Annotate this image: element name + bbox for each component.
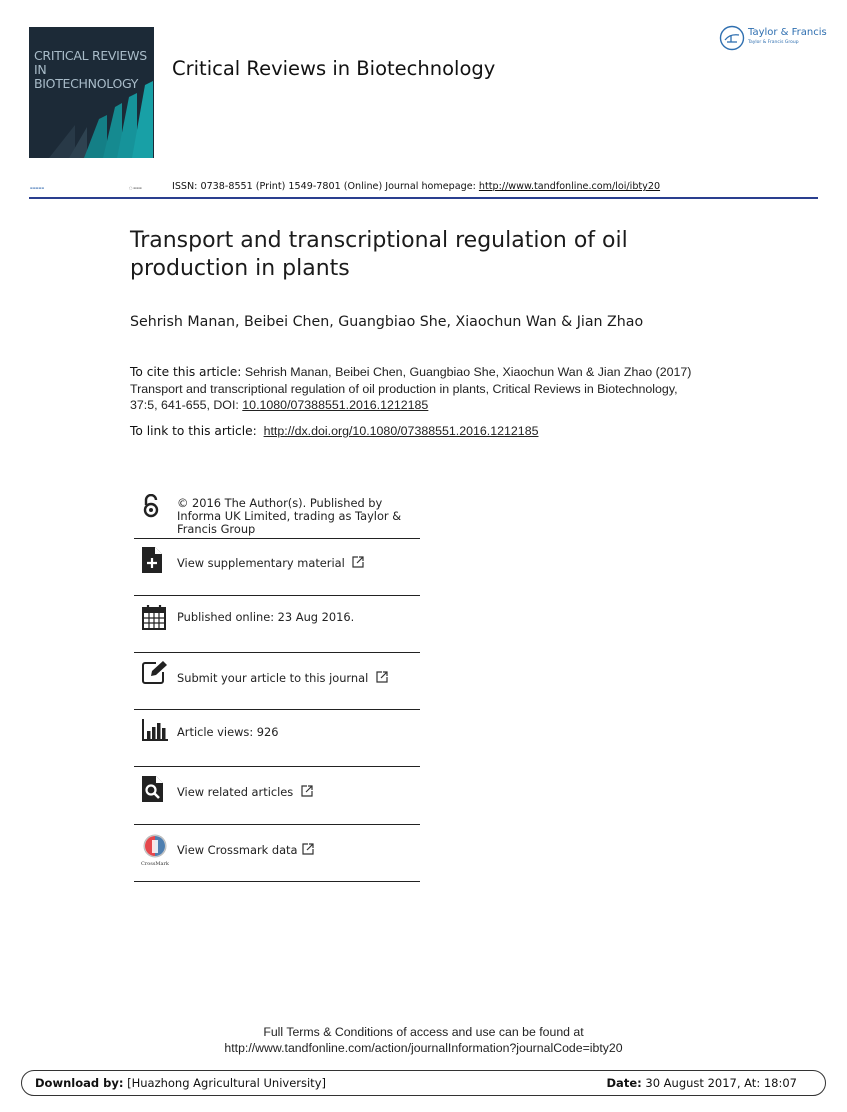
submit-article-link[interactable]: Submit your article to this journal [177, 671, 388, 685]
edit-icon [142, 660, 168, 688]
supplementary-link[interactable]: View supplementary material [177, 556, 364, 570]
external-link-icon [376, 671, 388, 683]
published-row [134, 596, 420, 653]
cover-stripes-graphic [29, 27, 154, 158]
download-date: Date: 30 August 2017, At: 18:07 [606, 1076, 797, 1090]
cite-doi-link[interactable]: 10.1080/07388551.2016.1212185 [242, 398, 429, 412]
search-document-icon [142, 776, 164, 806]
download-by: Download by: [Huazhong Agricultural University] [35, 1076, 326, 1090]
external-link-icon [302, 843, 314, 855]
article-authors: Sehrish Manan, Beibei Chen, Guangbiao She, Xiaochun Wan & Jian Zhao [130, 314, 644, 330]
journal-title[interactable]: Critical Reviews in Biotechnology [172, 57, 496, 80]
related-articles-link[interactable]: View related articles [177, 785, 313, 799]
crossmark-row[interactable] [134, 825, 420, 882]
related-row[interactable] [134, 767, 420, 825]
crossmark-logo-text: CrossMark [141, 861, 169, 867]
published-date: Published online: 23 Aug 2016. [177, 610, 355, 624]
journal-cover-image[interactable] [29, 27, 154, 158]
download-info-bar [21, 1070, 826, 1096]
submit-row[interactable] [134, 653, 420, 710]
bar-chart-icon [142, 719, 168, 745]
calendar-icon [142, 604, 166, 634]
terms-notice [0, 1025, 847, 1056]
issn-line [172, 181, 660, 192]
external-link-icon [352, 556, 364, 568]
issn-text: ISSN: 0738-8551 (Print) 1549-7801 (Online) Journal homepage: [172, 181, 479, 192]
link-label: To link to this article: [130, 424, 257, 438]
cite-text: Sehrish Manan, Beibei Chen, Guangbiao She, Xiaochun Wan & Jian Zhao (2017) Transport and transcriptional regulation of oil production in plants, Critical Reviews in Biotechnology, 37:5, 641-655, DOI: [130, 365, 692, 412]
journal-homepage-link[interactable]: http://www.tandfonline.com/loi/ibty20 [478, 181, 661, 192]
tiny-logo-left: ▬▬▬▬▬ [30, 186, 45, 190]
crossmark-link[interactable]: View Crossmark data [177, 843, 314, 857]
citation-block [130, 364, 700, 414]
views-row [134, 710, 420, 767]
terms-line-1: Full Terms & Conditions of access and use can be found at [263, 1025, 584, 1039]
publisher-logo[interactable] [719, 25, 829, 51]
open-access-row [134, 490, 420, 539]
publisher-subname: Taylor & Francis Group [748, 40, 799, 45]
cite-label: To cite this article: [130, 365, 242, 379]
taylor-francis-icon [719, 25, 745, 51]
article-title: Transport and transcriptional regulation of oil production in plants [130, 228, 628, 281]
supplementary-row[interactable] [134, 539, 420, 596]
crossmark-icon [140, 834, 170, 867]
article-link-block [130, 423, 700, 440]
publisher-name: Taylor & Francis [748, 27, 827, 38]
copyright-text: © 2016 The Author(s). Published by Informa UK Limited, trading as Taylor & Francis Group [177, 496, 402, 536]
external-link-icon [301, 785, 313, 797]
terms-url[interactable]: http://www.tandfonline.com/action/journalInformation?journalCode=ibty20 [224, 1040, 623, 1055]
header-divider [29, 197, 818, 199]
tiny-logo-mid: ◯ ▬▬▬ [129, 186, 142, 190]
open-access-icon [142, 494, 160, 522]
supplementary-file-icon [142, 547, 162, 577]
article-views: Article views: 926 [177, 725, 279, 739]
article-doi-link[interactable]: http://dx.doi.org/10.1080/07388551.2016.1212185 [263, 424, 539, 438]
divider [134, 881, 420, 882]
cover-title: CRITICAL REVIEWS IN BIOTECHNOLOGY [34, 48, 147, 91]
